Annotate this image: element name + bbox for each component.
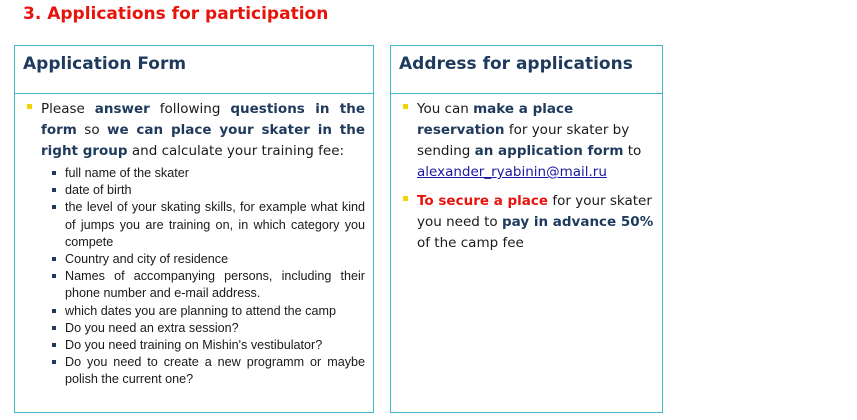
- text-run: so: [76, 122, 107, 138]
- square-bullet-icon: [52, 326, 56, 330]
- emphasis-text: we can place your skater in the right group: [41, 122, 365, 159]
- square-bullet-icon: [52, 309, 56, 313]
- application-form-panel: [14, 45, 374, 413]
- emphasis-text: answer: [94, 101, 150, 117]
- section-title: 3. Applications for participation: [23, 4, 329, 24]
- question-list-item: [51, 268, 365, 302]
- square-bullet-icon: [52, 188, 56, 192]
- question-list-item: [51, 320, 365, 337]
- application-form-intro: [41, 99, 365, 162]
- square-bullet-icon: [52, 205, 56, 209]
- question-list-item: [51, 337, 365, 354]
- address-title: Address for applications: [391, 46, 662, 94]
- emphasis-text: To secure a place: [417, 193, 549, 209]
- text-run: for your skater by sending: [417, 122, 630, 159]
- question-text: date of birth: [65, 183, 132, 198]
- square-bullet-icon: [52, 257, 56, 261]
- question-list-item: [51, 303, 365, 320]
- question-list-item: [51, 251, 365, 268]
- question-text: Country and city of residence: [65, 252, 229, 267]
- square-bullet-icon: [403, 104, 408, 109]
- emphasis-text: make a place reservation: [417, 101, 574, 138]
- question-list-item: [51, 354, 365, 388]
- question-list-item: [51, 199, 365, 251]
- text-run: for your skater you need to: [417, 193, 652, 230]
- question-text: Do you need to create a new programm or maybe polish the current one?: [65, 355, 365, 387]
- question-text: Do you need training on Mishin's vestibulator?: [65, 338, 323, 353]
- application-form-intro-bullet: [23, 99, 365, 162]
- square-bullet-icon: [52, 171, 56, 175]
- square-bullet-icon: [52, 343, 56, 347]
- question-text: the level of your skating skills, for example what kind of jumps you are training on, in which category you compete: [65, 200, 365, 249]
- text-run: to: [623, 143, 642, 159]
- square-bullet-icon: [27, 104, 32, 109]
- text-run: You can: [417, 101, 474, 117]
- question-text: full name of the skater: [65, 166, 189, 180]
- question-text: which dates you are planning to attend the camp: [65, 303, 336, 318]
- email-link[interactable]: alexander_ryabinin@mail.ru: [417, 164, 607, 180]
- square-bullet-icon: [52, 360, 56, 364]
- address-bullet: [399, 99, 654, 183]
- text-run: following: [149, 101, 231, 117]
- application-form-title: Application Form: [15, 46, 373, 94]
- text-run: Please: [41, 101, 95, 117]
- application-form-question-list: [23, 165, 365, 389]
- square-bullet-icon: [403, 196, 408, 201]
- question-text: Names of accompanying persons, including their phone number and e-mail address.: [65, 269, 365, 301]
- address-bullet-text: [417, 191, 654, 254]
- emphasis-text: questions in the form: [41, 101, 365, 138]
- address-body: [391, 94, 662, 254]
- question-list-item: [51, 182, 365, 199]
- text-run: and calculate your training fee:: [127, 143, 345, 159]
- emphasis-text: pay in advance 50%: [501, 214, 654, 230]
- question-list-item: [51, 165, 365, 182]
- square-bullet-icon: [52, 274, 56, 278]
- question-text: Do you need an extra session?: [65, 320, 239, 335]
- emphasis-text: an application form: [474, 143, 624, 159]
- text-run: of the camp fee: [417, 235, 524, 251]
- address-bullet: [399, 191, 654, 254]
- address-panel: [390, 45, 663, 413]
- address-bullet-text: [417, 99, 654, 183]
